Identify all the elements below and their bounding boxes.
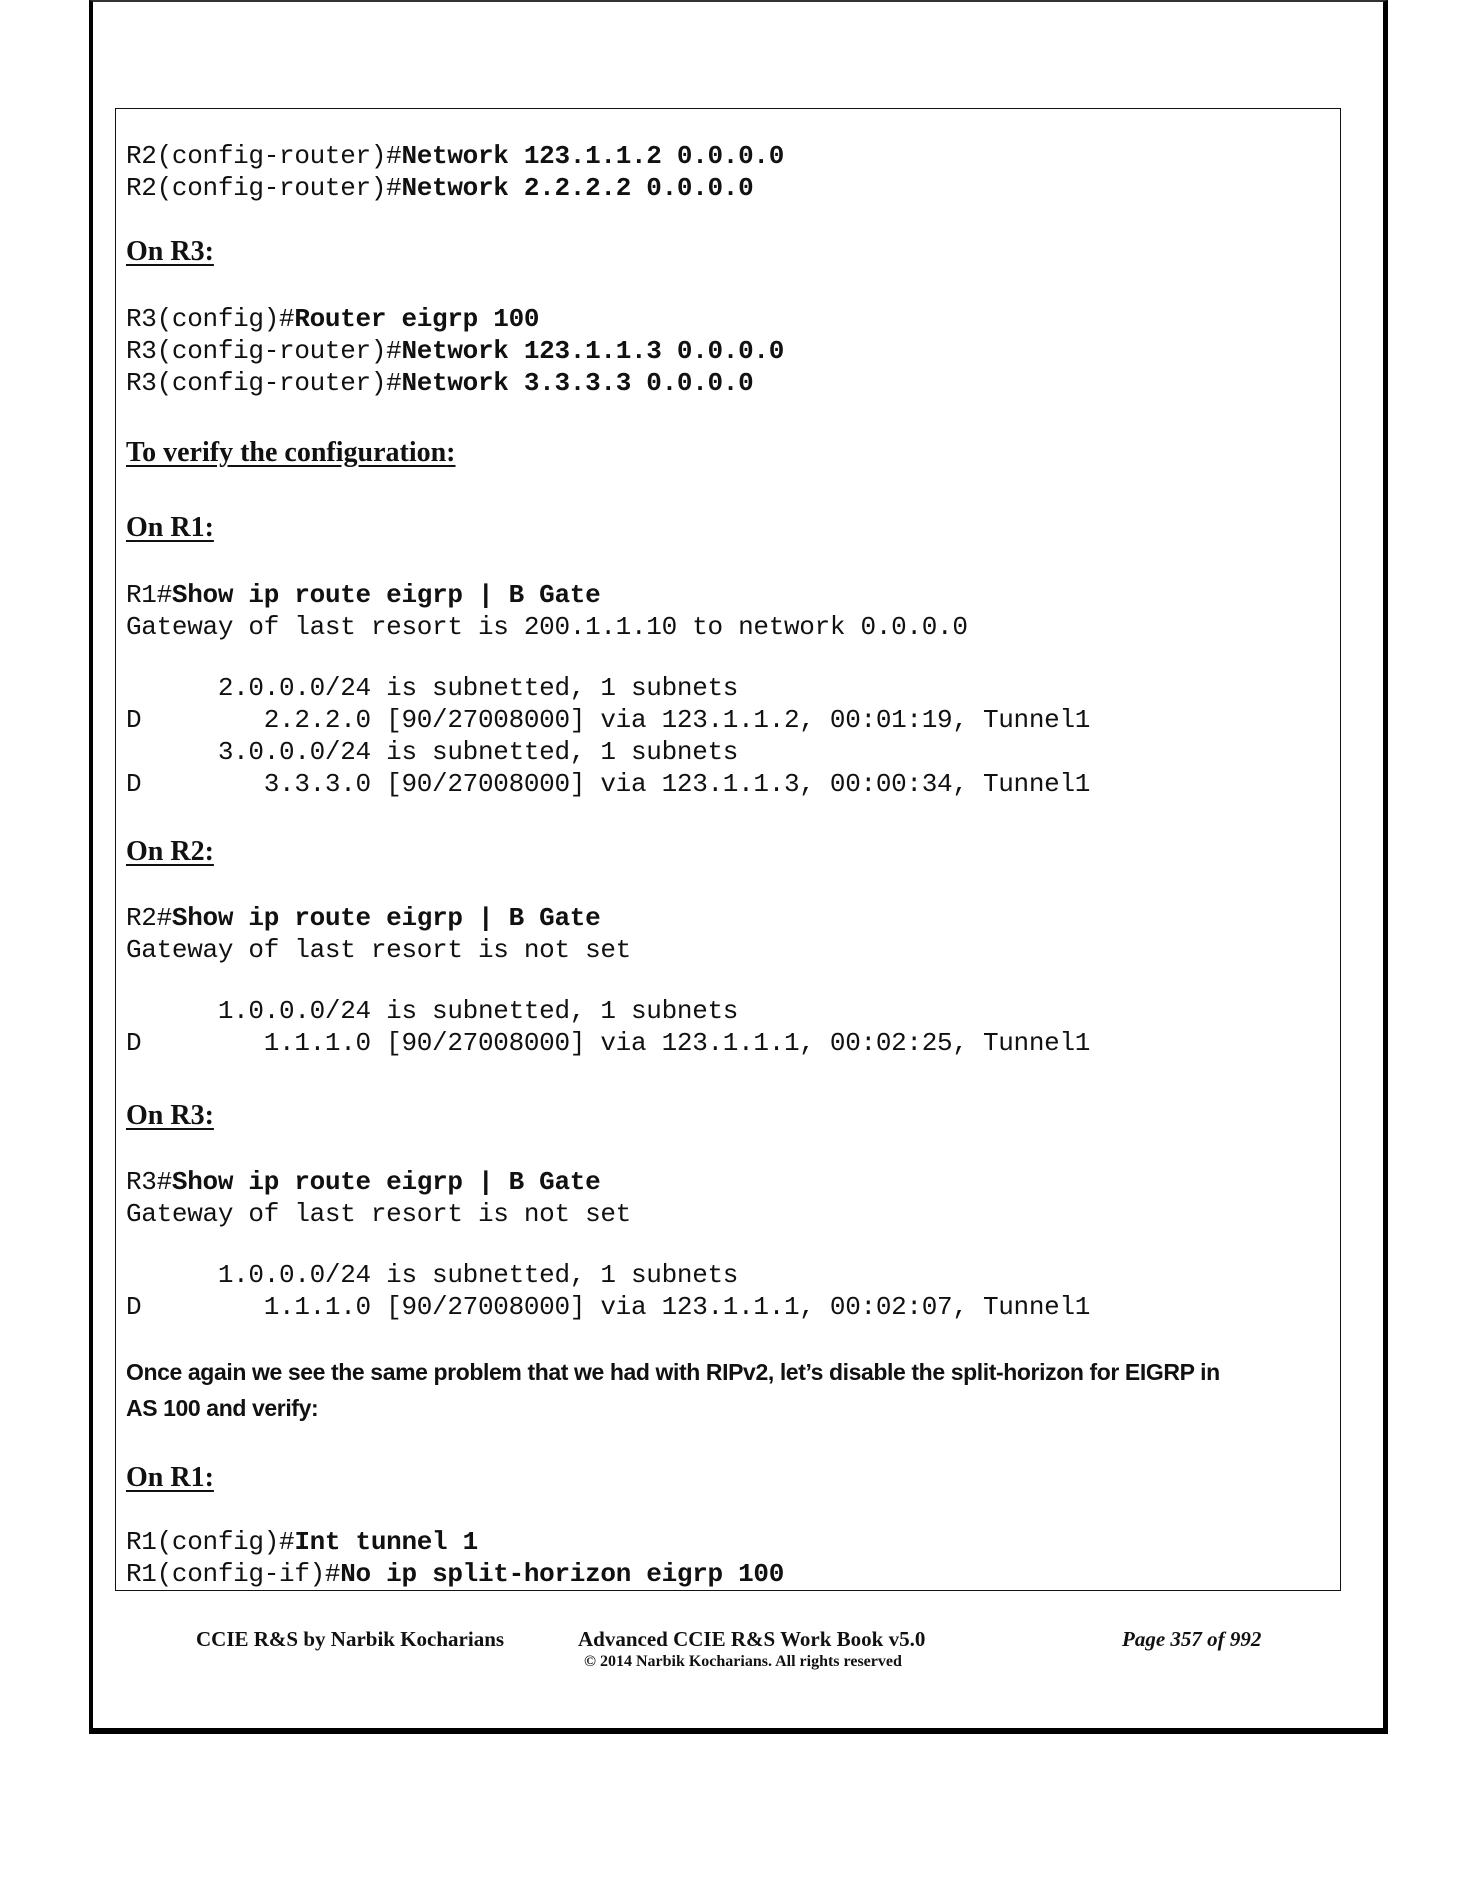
cli-line: R1(config)#Int tunnel 1 [126, 1527, 478, 1557]
footer-page-number: Page 357 of 992 [1122, 1627, 1262, 1651]
cli-output: 2.0.0.0/24 is subnetted, 1 subnets [126, 673, 739, 703]
section-heading: On R3: [126, 1100, 214, 1131]
cli-line: R3(config-router)#Network 3.3.3.3 0.0.0.0 [126, 368, 754, 398]
cli-output: 1.0.0.0/24 is subnetted, 1 subnets [126, 996, 739, 1026]
section-heading: On R2: [126, 836, 214, 867]
section-heading: On R1: [126, 512, 214, 543]
cli-line: R3(config)#Router eigrp 100 [126, 304, 540, 334]
cli-line: R3#Show ip route eigrp | B Gate [126, 1167, 601, 1197]
cli-line: R3(config-router)#Network 123.1.1.3 0.0.0.0 [126, 336, 785, 366]
cli-output: Gateway of last resort is not set [126, 935, 631, 965]
footer-book-title: Advanced CCIE R&S Work Book v5.0 [578, 1627, 926, 1651]
cli-output: Gateway of last resort is not set [126, 1199, 631, 1229]
section-heading: To verify the configuration: [126, 437, 456, 468]
footer-author: CCIE R&S by Narbik Kocharians [196, 1627, 505, 1651]
section-heading: On R1: [126, 1462, 214, 1493]
body-text: AS 100 and verify: [126, 1395, 319, 1421]
cli-line: R2(config-router)#Network 2.2.2.2 0.0.0.0 [126, 173, 754, 203]
footer-copyright: © 2014 Narbik Kocharians. All rights reserved [584, 1653, 902, 1670]
cli-output: 1.0.0.0/24 is subnetted, 1 subnets [126, 1260, 739, 1290]
cli-output: Gateway of last resort is 200.1.1.10 to network 0.0.0.0 [126, 612, 968, 642]
cli-line: R1#Show ip route eigrp | B Gate [126, 580, 601, 610]
cli-output: D 1.1.1.0 [90/27008000] via 123.1.1.1, 00:02:07, Tunnel1 [126, 1292, 1091, 1322]
cli-output: D 2.2.2.0 [90/27008000] via 123.1.1.2, 00:01:19, Tunnel1 [126, 705, 1091, 735]
cli-output: 3.0.0.0/24 is subnetted, 1 subnets [126, 737, 739, 767]
cli-output: D 1.1.1.0 [90/27008000] via 123.1.1.1, 00:02:25, Tunnel1 [126, 1028, 1091, 1058]
cli-output: D 3.3.3.0 [90/27008000] via 123.1.1.3, 00:00:34, Tunnel1 [126, 769, 1091, 799]
section-heading: On R3: [126, 236, 214, 267]
cli-line: R2(config-router)#Network 123.1.1.2 0.0.0.0 [126, 141, 785, 171]
body-text: Once again we see the same problem that we had with RIPv2, let’s disable the split-horizon for EIGRP in [126, 1359, 1220, 1385]
cli-line: R2#Show ip route eigrp | B Gate [126, 903, 601, 933]
cli-line: R1(config-if)#No ip split-horizon eigrp 100 [126, 1559, 785, 1589]
